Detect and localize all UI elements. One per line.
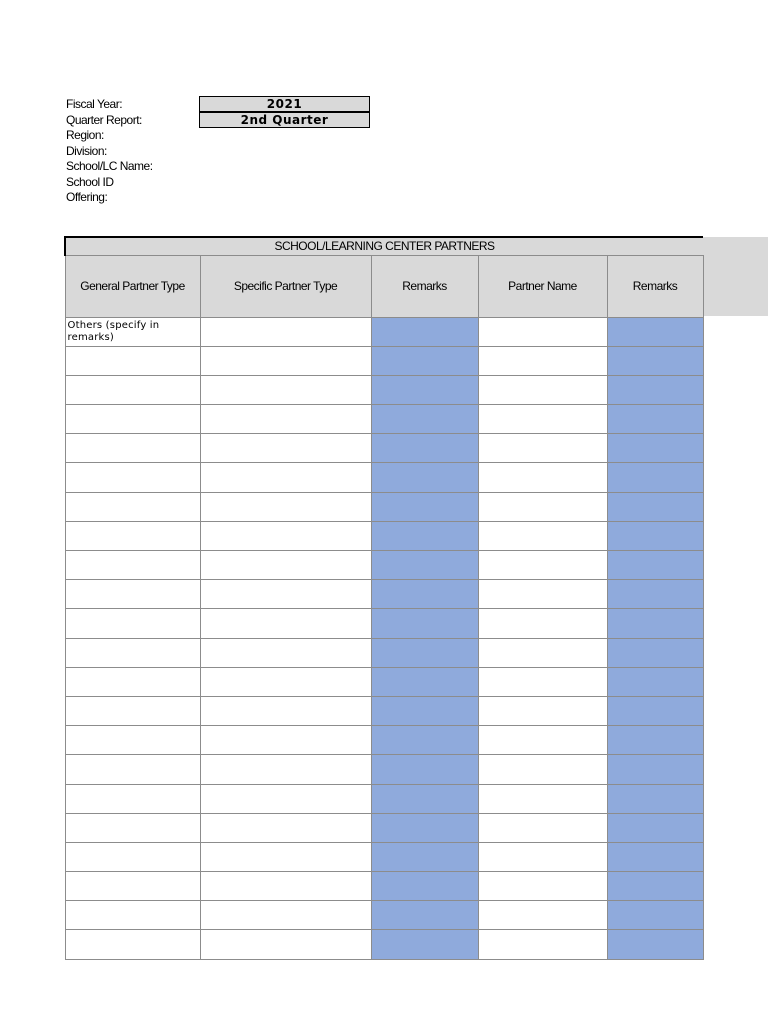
- remarks-1-cell[interactable]: [371, 492, 478, 521]
- specific-partner-type-cell[interactable]: [200, 463, 371, 492]
- partner-name-cell[interactable]: [478, 317, 607, 346]
- partner-name-cell[interactable]: [478, 930, 607, 959]
- partner-name-cell[interactable]: [478, 872, 607, 901]
- remarks-1-cell[interactable]: [371, 813, 478, 842]
- partner-name-cell[interactable]: [478, 434, 607, 463]
- remarks-1-cell[interactable]: [371, 638, 478, 667]
- table-row: [65, 842, 703, 871]
- general-partner-type-cell[interactable]: [65, 580, 200, 609]
- partner-name-cell[interactable]: [478, 346, 607, 375]
- partner-name-cell[interactable]: [478, 784, 607, 813]
- partner-name-cell[interactable]: [478, 638, 607, 667]
- general-partner-type-cell[interactable]: [65, 901, 200, 930]
- specific-partner-type-cell[interactable]: [200, 317, 371, 346]
- remarks-2-cell[interactable]: [607, 726, 703, 755]
- remarks-1-cell[interactable]: [371, 434, 478, 463]
- partner-name-cell[interactable]: [478, 755, 607, 784]
- table-row: [65, 551, 703, 580]
- remarks-1-cell[interactable]: [371, 463, 478, 492]
- remarks-2-cell[interactable]: [607, 755, 703, 784]
- partner-name-cell[interactable]: [478, 551, 607, 580]
- partners-table: [64, 236, 704, 960]
- remarks-2-cell[interactable]: [607, 551, 703, 580]
- partner-name-cell[interactable]: [478, 405, 607, 434]
- specific-partner-type-cell[interactable]: [200, 580, 371, 609]
- general-partner-type-cell[interactable]: [65, 755, 200, 784]
- table-row: [65, 346, 703, 375]
- partner-name-cell[interactable]: [478, 375, 607, 404]
- partner-name-cell[interactable]: [478, 667, 607, 696]
- specific-partner-type-cell[interactable]: [200, 784, 371, 813]
- remarks-2-cell[interactable]: [607, 434, 703, 463]
- general-partner-type-cell[interactable]: [65, 551, 200, 580]
- table-body: [65, 317, 703, 959]
- table-row: [65, 901, 703, 930]
- table-row: [65, 492, 703, 521]
- table-row: [65, 405, 703, 434]
- label-region: Region:: [66, 128, 104, 142]
- general-partner-type-cell[interactable]: [65, 638, 200, 667]
- partner-name-cell[interactable]: [478, 842, 607, 871]
- remarks-2-cell[interactable]: [607, 696, 703, 725]
- remarks-1-cell[interactable]: [371, 609, 478, 638]
- specific-partner-type-cell[interactable]: [200, 405, 371, 434]
- general-partner-type-cell[interactable]: [65, 521, 200, 550]
- header-partner-name: Partner Name: [478, 255, 607, 317]
- label-offering: Offering:: [66, 190, 108, 204]
- partner-name-cell[interactable]: [478, 726, 607, 755]
- table-row: [65, 638, 703, 667]
- header-general-partner-type: General Partner Type: [65, 255, 200, 317]
- general-partner-type-cell[interactable]: [65, 609, 200, 638]
- remarks-1-cell[interactable]: [371, 346, 478, 375]
- specific-partner-type-cell[interactable]: [200, 492, 371, 521]
- general-partner-type-cell[interactable]: [65, 726, 200, 755]
- remarks-1-cell[interactable]: [371, 784, 478, 813]
- partner-name-cell[interactable]: [478, 609, 607, 638]
- table-row: [65, 580, 703, 609]
- general-partner-type-cell[interactable]: [65, 930, 200, 959]
- general-partner-type-cell[interactable]: [65, 463, 200, 492]
- specific-partner-type-cell[interactable]: [200, 813, 371, 842]
- remarks-2-cell[interactable]: [607, 872, 703, 901]
- remarks-1-cell[interactable]: [371, 726, 478, 755]
- general-partner-type-cell[interactable]: [65, 784, 200, 813]
- remarks-1-cell[interactable]: [371, 901, 478, 930]
- label-school-lc-name: School/LC Name:: [66, 159, 153, 173]
- remarks-2-cell[interactable]: [607, 317, 703, 346]
- label-school-id: School ID: [66, 174, 114, 189]
- label-quarter-report: Quarter Report:: [66, 112, 142, 127]
- general-partner-type-cell[interactable]: [65, 375, 200, 404]
- partner-name-cell[interactable]: [478, 813, 607, 842]
- header-remarks-1: Remarks: [371, 255, 478, 317]
- general-partner-type-cell[interactable]: [65, 492, 200, 521]
- table-row: [65, 872, 703, 901]
- form-info-labels: [66, 97, 153, 206]
- table-row: [65, 463, 703, 492]
- fiscal-year-value[interactable]: 2021: [199, 96, 370, 112]
- partner-name-cell[interactable]: [478, 901, 607, 930]
- table-title: SCHOOL/LEARNING CENTER PARTNERS: [65, 237, 703, 255]
- remarks-2-cell[interactable]: [607, 609, 703, 638]
- remarks-2-cell[interactable]: [607, 375, 703, 404]
- general-partner-type-cell[interactable]: [65, 872, 200, 901]
- remarks-1-cell[interactable]: [371, 842, 478, 871]
- remarks-2-cell[interactable]: [607, 463, 703, 492]
- specific-partner-type-cell[interactable]: [200, 842, 371, 871]
- remarks-2-cell[interactable]: [607, 580, 703, 609]
- remarks-1-cell[interactable]: [371, 580, 478, 609]
- partner-name-cell[interactable]: [478, 580, 607, 609]
- remarks-1-cell[interactable]: [371, 696, 478, 725]
- general-partner-type-cell[interactable]: [65, 667, 200, 696]
- general-partner-type-cell[interactable]: [65, 813, 200, 842]
- remarks-2-cell[interactable]: [607, 842, 703, 871]
- specific-partner-type-cell[interactable]: [200, 696, 371, 725]
- specific-partner-type-cell[interactable]: [200, 346, 371, 375]
- remarks-1-cell[interactable]: [371, 667, 478, 696]
- table-row: [65, 755, 703, 784]
- remarks-2-cell[interactable]: [607, 901, 703, 930]
- table-row: [65, 667, 703, 696]
- table-row: [65, 696, 703, 725]
- specific-partner-type-cell[interactable]: [200, 609, 371, 638]
- partner-name-cell[interactable]: [478, 492, 607, 521]
- specific-partner-type-cell[interactable]: [200, 521, 371, 550]
- remarks-1-cell[interactable]: [371, 521, 478, 550]
- specific-partner-type-cell[interactable]: [200, 755, 371, 784]
- remarks-2-cell[interactable]: [607, 784, 703, 813]
- table-row: [65, 434, 703, 463]
- remarks-2-cell[interactable]: [607, 492, 703, 521]
- table-row: [65, 726, 703, 755]
- general-partner-type-cell[interactable]: Others (specify in remarks): [65, 317, 200, 346]
- specific-partner-type-cell[interactable]: [200, 726, 371, 755]
- remarks-2-cell[interactable]: [607, 638, 703, 667]
- specific-partner-type-cell[interactable]: [200, 930, 371, 959]
- remarks-2-cell[interactable]: [607, 930, 703, 959]
- header-specific-partner-type: Specific Partner Type: [200, 255, 371, 317]
- remarks-2-cell[interactable]: [607, 521, 703, 550]
- header-gray-extension: [702, 237, 768, 316]
- remarks-1-cell[interactable]: [371, 317, 478, 346]
- table-row: [65, 784, 703, 813]
- specific-partner-type-cell[interactable]: [200, 638, 371, 667]
- general-partner-type-cell[interactable]: [65, 842, 200, 871]
- label-fiscal-year: Fiscal Year:: [66, 97, 123, 111]
- header-remarks-2: Remarks: [607, 255, 703, 317]
- general-partner-type-cell[interactable]: [65, 405, 200, 434]
- general-partner-type-cell[interactable]: [65, 696, 200, 725]
- remarks-1-cell[interactable]: [371, 375, 478, 404]
- specific-partner-type-cell[interactable]: [200, 667, 371, 696]
- remarks-1-cell[interactable]: [371, 551, 478, 580]
- specific-partner-type-cell[interactable]: [200, 551, 371, 580]
- remarks-1-cell[interactable]: [371, 405, 478, 434]
- specific-partner-type-cell[interactable]: [200, 872, 371, 901]
- remarks-2-cell[interactable]: [607, 405, 703, 434]
- remarks-2-cell[interactable]: [607, 813, 703, 842]
- partner-name-cell[interactable]: [478, 696, 607, 725]
- general-partner-type-cell[interactable]: [65, 434, 200, 463]
- table-row: [65, 930, 703, 959]
- table-row: [65, 375, 703, 404]
- label-division: Division:: [66, 143, 107, 158]
- specific-partner-type-cell[interactable]: [200, 434, 371, 463]
- specific-partner-type-cell[interactable]: [200, 375, 371, 404]
- remarks-1-cell[interactable]: [371, 755, 478, 784]
- specific-partner-type-cell[interactable]: [200, 901, 371, 930]
- table-row: [65, 317, 703, 346]
- quarter-report-value[interactable]: 2nd Quarter: [199, 112, 370, 128]
- general-partner-type-cell[interactable]: [65, 346, 200, 375]
- table-row: [65, 609, 703, 638]
- remarks-2-cell[interactable]: [607, 667, 703, 696]
- remarks-1-cell[interactable]: [371, 872, 478, 901]
- partner-name-cell[interactable]: [478, 521, 607, 550]
- table-row: [65, 521, 703, 550]
- table-row: [65, 813, 703, 842]
- partner-name-cell[interactable]: [478, 463, 607, 492]
- remarks-1-cell[interactable]: [371, 930, 478, 959]
- remarks-2-cell[interactable]: [607, 346, 703, 375]
